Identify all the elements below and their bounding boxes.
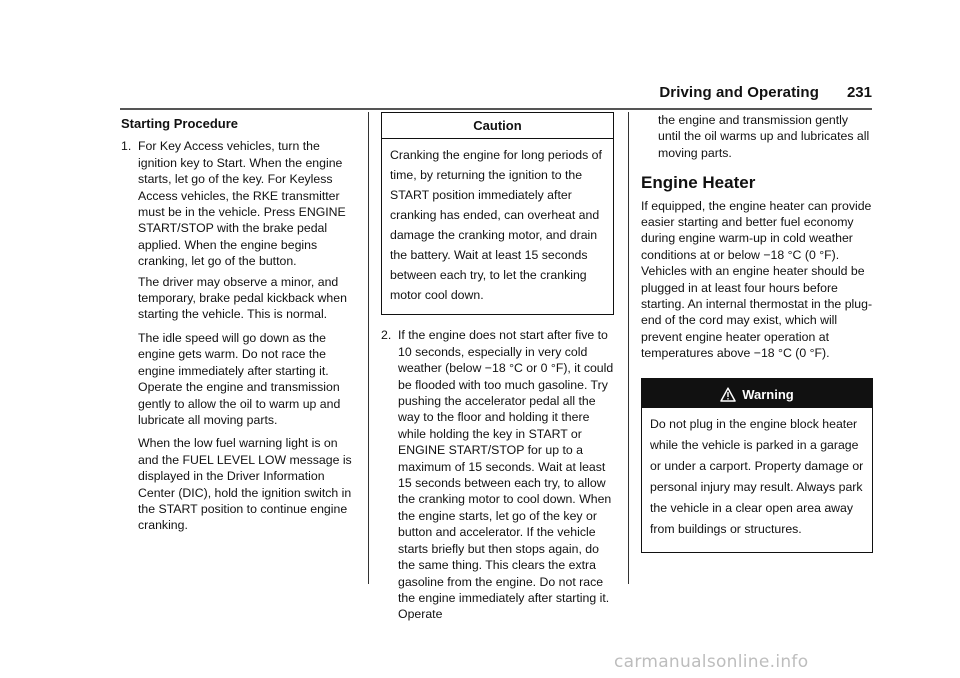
continued-paragraph: the engine and transmission gently until the oil warms up and lubricates all moving parts. xyxy=(658,113,870,160)
column-divider xyxy=(628,112,629,584)
column-middle xyxy=(381,112,614,627)
caution-title: Caution xyxy=(382,113,613,139)
page-header xyxy=(659,84,872,108)
paragraph: The driver may observe a minor, and temporary, brake pedal kickback when starting the vehicle. This is normal. xyxy=(138,274,347,322)
warning-text: Do not plug in the engine block heater while the vehicle is parked in a garage or under a carport. Property damage or personal injury may result. Always park the vehicle in a clear open area away from buildings or structures. xyxy=(650,417,864,537)
list-item-1 xyxy=(121,138,355,269)
paragraph: The idle speed will go down as the engine gets warm. Do not race the engine immediately after starting it. Operate the engine and transmission gently to allow the oil to warm up and lubricate all moving parts. xyxy=(138,330,341,427)
list-item-2 xyxy=(381,327,614,622)
column-divider xyxy=(368,112,369,584)
watermark-text: carmanualsonline.info xyxy=(614,652,809,672)
section-heading-engine-heater: Engine Heater xyxy=(641,173,756,193)
paragraph: When the low fuel warning light is on and the FUEL LEVEL LOW message is displayed in the Driver Information Center (DIC), hold the ignition switch in the START position to continue engine cranking. xyxy=(138,436,352,533)
warning-box xyxy=(641,378,873,553)
warning-header xyxy=(642,379,872,408)
list-item-text: If the engine does not start after five to 10 seconds, especially in very cold weather (below −18 °C or 0 °F), it could be flooded with too much gasoline. Try pushing the accelerator pedal all the way to the floor and holding it there while holding the key in START or ENGINE START/STOP for up to a maximum of 15 seconds. Wait at least 15 seconds between each try, to allow the cranking motor to cool down. When the engine starts, let go of the key or button and accelerator. If the vehicle starts briefly but then stops again, do the same thing. This clears the extra gasoline from the engine. Do not race the engine immediately after starting it. Operate xyxy=(398,328,614,622)
warning-title: Warning xyxy=(742,386,794,402)
column-right xyxy=(641,112,873,553)
paragraph: If equipped, the engine heater can provide easier starting and better fuel economy during engine warm-up in cold weather conditions at or below −18 °C (0 °F). Vehicles with an engine heater should be plugged in at least four hours before starting. An internal thermostat in the plug-end of the cord may exist, which will prevent engine heater operation at temperatures above −18 °C (0 °F). xyxy=(641,198,873,361)
section-heading-starting-procedure: Starting Procedure xyxy=(121,116,239,131)
header-rule xyxy=(120,108,872,110)
list-number: 1. xyxy=(121,139,132,154)
caution-text: Cranking the engine for long periods of time, by returning the ignition to the START position immediately after cranking has ended, can overheat and damage the cranking motor, and drain the battery. Wait at least 15 seconds between each try, to let the cranking motor cool down. xyxy=(390,148,602,303)
list-item-text: For Key Access vehicles, turn the ignition key to Start. When the engine starts, let go of the key. For Keyless Access vehicles, the RKE transmitter must be in the vehicle. Press ENGINE START/STOP with the brake pedal applied. When the engine begins cranking, let go of the button. xyxy=(138,139,346,269)
column-left xyxy=(121,112,355,534)
list-number: 2. xyxy=(381,328,392,343)
caution-box xyxy=(381,112,614,315)
warning-triangle-icon xyxy=(720,387,736,402)
section-title: Driving and Operating xyxy=(659,84,819,101)
page-number: 231 xyxy=(846,84,872,101)
